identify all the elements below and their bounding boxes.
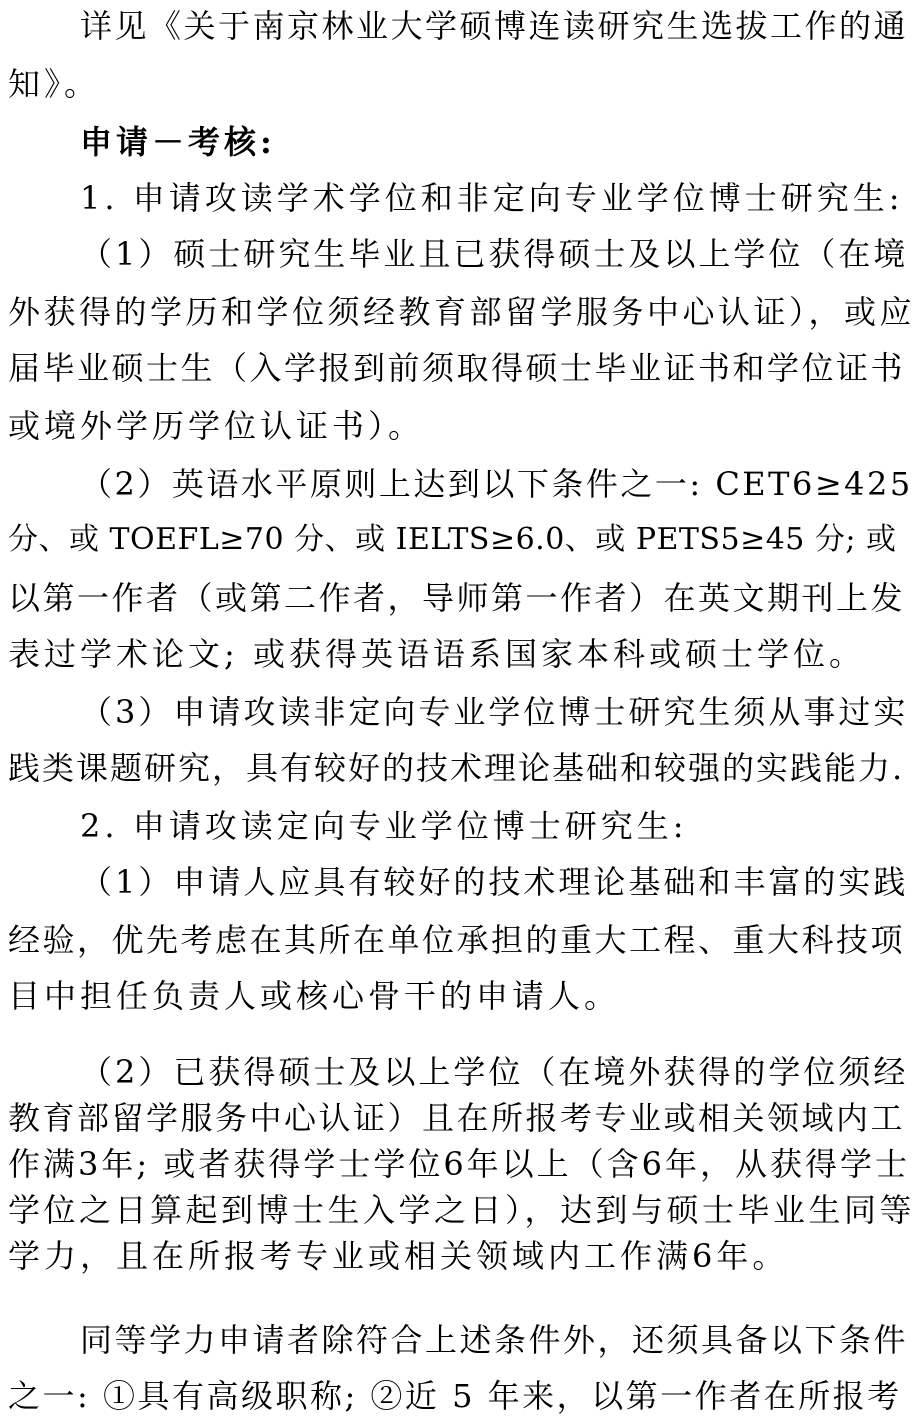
text-line: 1. 申请攻读学术学位和非定向专业学位博士研究生: [80,179,904,217]
section-heading: 申请－考核: [80,123,276,161]
text-line: （3）申请攻读非定向专业学位博士研究生须从事过实 [80,693,909,731]
text-line: 学位之日算起到博士生入学之日），达到与硕士毕业生同等 [8,1191,916,1229]
text-line: 知》。 [8,65,101,103]
text-line: 分、或 TOEFL≥70 分、或 IELTS≥6.0、或 PETS5≥45 分; 或 [8,522,897,557]
text-line: 表过学术论文; 或获得英语语系国家本科或硕士学位。 [8,635,865,673]
text-line: 教育部留学服务中心认证）且在所报考专业或相关领域内工 [8,1099,906,1137]
text-line: 践类课题研究，具有较好的技术理论基础和较强的实践能力. [8,749,905,787]
text-line: 以第一作者（或第二作者，导师第一作者）在英文期刊上发 [8,579,906,617]
text-line: （2）英语水平原则上达到以下条件之一: CET6≥425 [80,465,913,503]
text-line: 作满3年; 或者获得学士学位6年以上（含6年，从获得学士 [8,1145,911,1183]
text-line: 经验，优先考虑在其所在单位承担的重大工程、重大科技项 [8,921,906,959]
text-line: 目中担任负责人或核心骨干的申请人。 [8,977,621,1015]
text-line: （1）申请人应具有较好的技术理论基础和丰富的实践 [80,863,909,901]
text-line: （2）已获得硕士及以上学位（在境外获得的学位须经 [80,1053,909,1091]
text-line: 详见《关于南京林业大学硕博连读研究生选拔工作的通 [80,7,909,45]
text-line: 学力，且在所报考专业或相关领域内工作满6年。 [8,1237,789,1275]
text-line: 届毕业硕士生（入学报到前须取得硕士毕业证书和学位证书 [8,349,906,387]
text-line: 之一: ①具有高级职称; ②近 5 年来，以第一作者在所报考 [8,1377,902,1415]
text-line: 外获得的学历和学位须经教育部留学服务中心认证），或应 [8,293,916,331]
text-line: 2. 申请攻读定向专业学位博士研究生: [80,807,688,845]
text-line: （1）硕士研究生毕业且已获得硕士及以上学位（在境 [80,235,909,273]
text-line: 同等学力申请者除符合上述条件外，还须具备以下条件 [80,1321,909,1359]
text-line: 或境外学历学位认证书）。 [8,407,425,445]
